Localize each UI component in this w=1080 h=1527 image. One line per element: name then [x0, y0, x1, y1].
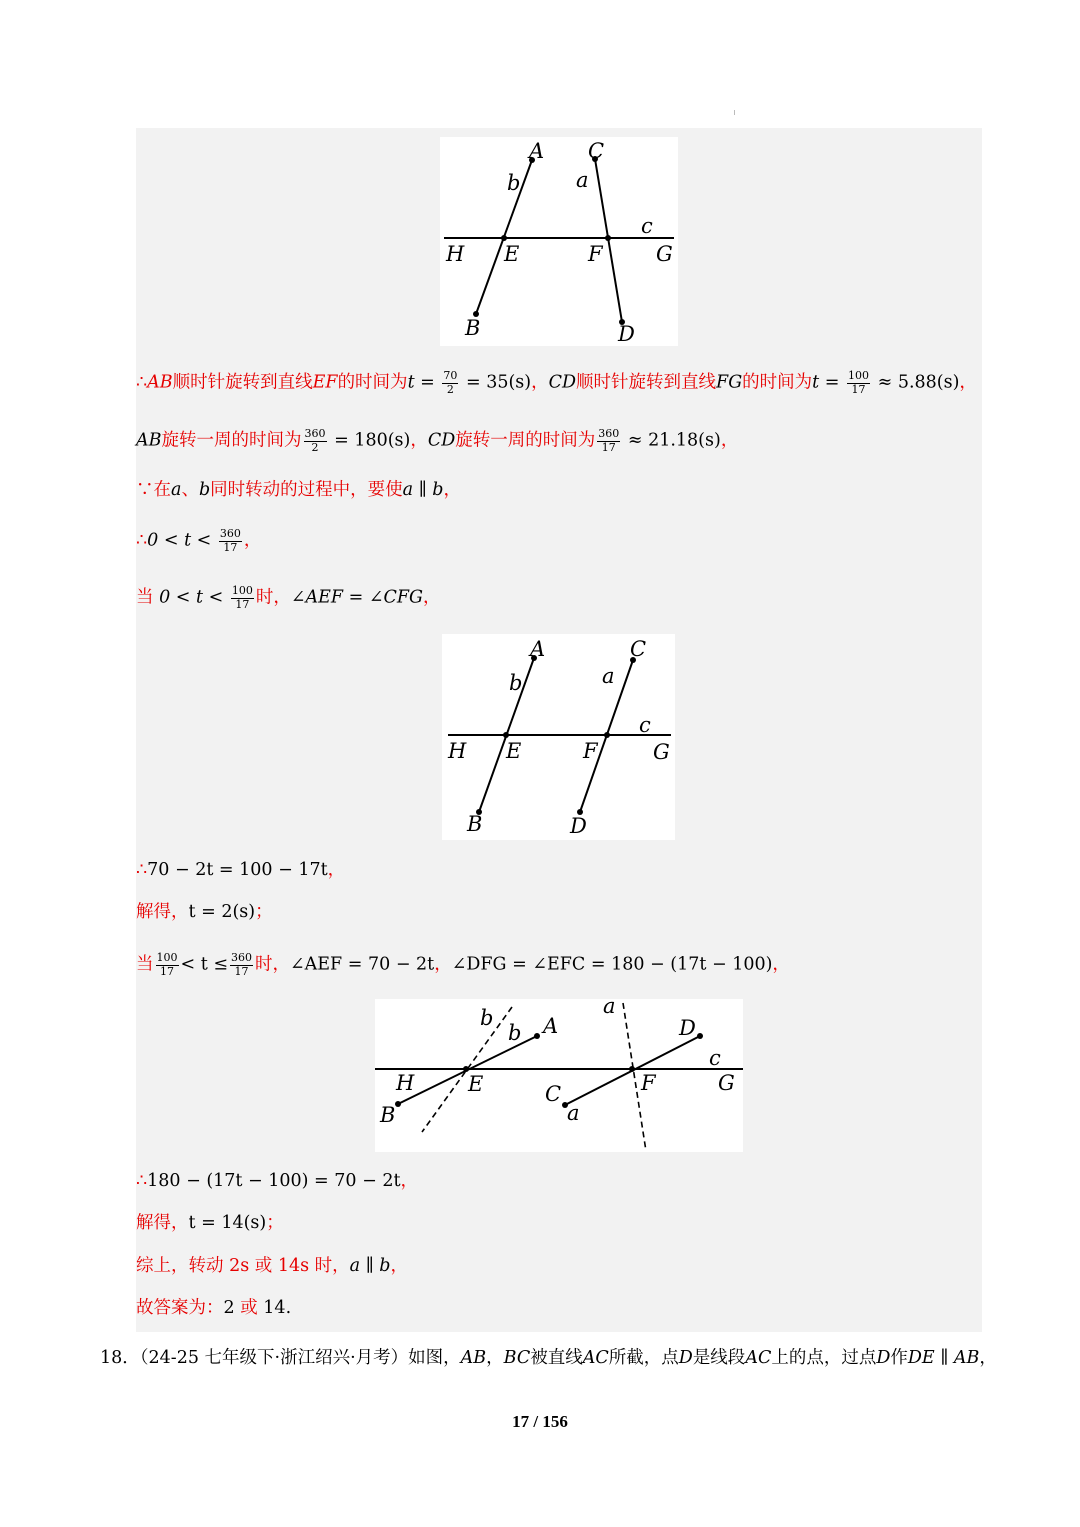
numerator: 100: [848, 369, 870, 382]
math-AB: AB: [136, 430, 162, 451]
text: ；: [255, 902, 273, 922]
figure-3: [375, 999, 743, 1152]
label-C: C: [630, 637, 647, 661]
label-F: F: [583, 739, 598, 763]
therefore-symbol: ∴: [136, 372, 148, 393]
label-H: H: [448, 739, 467, 763]
label-H: H: [396, 1071, 415, 1095]
text: 、: [181, 480, 199, 500]
label-b: b: [507, 171, 521, 195]
text: ，: [486, 1348, 504, 1368]
solution-step-11: [136, 1258, 408, 1276]
label-b: b: [509, 671, 523, 695]
math-D: D: [678, 1348, 693, 1368]
label-b-dashed: b: [480, 1006, 494, 1030]
text: .: [285, 1298, 292, 1318]
math-eq: = 180(s): [334, 430, 411, 451]
solution-step-1: [136, 370, 977, 396]
label-a: a: [567, 1101, 580, 1125]
text: 故答案为：: [136, 1298, 224, 1318]
numerator: 70: [443, 369, 458, 382]
label-c: c: [641, 214, 653, 238]
math-b: b: [198, 480, 211, 500]
math-AB: AB: [460, 1348, 487, 1368]
text: 被直线: [530, 1348, 583, 1368]
text: 解得，: [136, 1213, 189, 1233]
point-F: [629, 1066, 635, 1072]
fraction-360-17: [219, 528, 242, 554]
point-B: [395, 1101, 401, 1107]
question-number: 18．: [100, 1348, 140, 1368]
label-F: F: [641, 1071, 656, 1095]
label-B: B: [465, 316, 481, 340]
text: ，: [443, 480, 461, 500]
math-eq: ∠AEF = ∠CFG: [290, 587, 424, 608]
label-b: b: [508, 1021, 522, 1045]
solution-step-12: [136, 1300, 291, 1318]
math-eq: t = 2(s): [188, 902, 256, 922]
figure-1-svg: [440, 137, 678, 346]
solution-step-4: [136, 528, 261, 554]
point-E: [501, 235, 507, 241]
fraction-360-2: [304, 428, 327, 454]
therefore-symbol: ∴: [136, 1171, 148, 1191]
text: 或: [234, 1298, 264, 1318]
figure-2: [442, 634, 675, 840]
fraction-70-2: [442, 370, 458, 396]
solution-step-9: [136, 1173, 418, 1191]
math-eq: 180 − (17t − 100) = 70 − 2t: [147, 1171, 401, 1191]
point-F: [604, 732, 610, 738]
math-BC: BC: [503, 1348, 531, 1368]
figure-2-svg: [442, 634, 675, 840]
page-number: [0, 1412, 1080, 1432]
text: ，: [390, 1256, 409, 1276]
label-C: C: [588, 139, 605, 163]
answer-value: 2: [223, 1298, 235, 1318]
label-G: G: [653, 740, 670, 764]
answer-value: 2s: [229, 1256, 250, 1276]
point-D: [697, 1033, 703, 1039]
label-a: a: [576, 168, 589, 192]
label-E: E: [468, 1072, 484, 1096]
text: 旋转一周的时间为: [161, 430, 302, 451]
text: 顺时针旋转到直线: [576, 372, 717, 393]
math-D: D: [876, 1348, 891, 1368]
answer-value: 14s: [277, 1256, 310, 1276]
figure-1: [440, 137, 678, 346]
math-eq: t =: [812, 372, 840, 393]
math-eq: 70 − 2t = 100 − 17t: [147, 860, 328, 880]
therefore-symbol: ∴: [136, 530, 148, 551]
text: ，: [531, 372, 549, 393]
fraction-100-17: [156, 952, 179, 978]
math-AB: AB: [147, 372, 173, 393]
text: 时，: [255, 587, 291, 608]
math-eq: ≈ 21.18(s): [627, 430, 721, 451]
text: ，: [410, 430, 428, 451]
numerator: 100: [231, 584, 253, 597]
text: 综上，转动: [136, 1256, 230, 1276]
solution-step-5: [136, 585, 441, 611]
math-CD: CD: [427, 430, 456, 451]
math-CD: CD: [548, 372, 577, 393]
math-eq: t = 14(s): [188, 1213, 267, 1233]
numerator: 360: [219, 527, 241, 540]
label-C: C: [545, 1082, 562, 1106]
label-H: H: [446, 242, 465, 266]
text: ，: [243, 530, 262, 551]
label-c: c: [709, 1046, 721, 1070]
numerator: 360: [598, 427, 620, 440]
solution-step-2: [136, 428, 738, 454]
denominator: 17: [601, 440, 616, 454]
math-eq: 0 < t <: [147, 530, 212, 551]
math-eq: ∠DFG = ∠EFC = 180 − (17t − 100): [451, 954, 773, 975]
solution-step-3: [136, 482, 461, 500]
text: 顺时针旋转到直线: [172, 372, 313, 393]
label-A: A: [543, 1014, 559, 1038]
fraction-100-17: [231, 585, 254, 611]
denominator: 2: [311, 440, 319, 454]
question-source: （24-25 七年级下·浙江绍兴·月考）: [139, 1348, 409, 1368]
text: ，: [979, 1348, 997, 1368]
label-A: A: [530, 637, 546, 661]
math-FG: FG: [716, 372, 743, 393]
denominator: 17: [223, 540, 238, 554]
text: 同时转动的过程中，要使: [210, 480, 403, 500]
label-a: a: [602, 664, 615, 688]
answer-value: 14: [263, 1298, 286, 1318]
label-E: E: [506, 739, 522, 763]
text: ，: [959, 372, 977, 393]
math-eq: ∠AEF = 70 − 2t: [289, 954, 435, 975]
page-total: 156: [542, 1412, 568, 1431]
text: ，: [434, 954, 452, 975]
text: 旋转一周的时间为: [455, 430, 596, 451]
header-mark: [734, 110, 735, 115]
text: ；: [266, 1213, 284, 1233]
text: 时，: [309, 1256, 350, 1276]
text: ，: [772, 954, 790, 975]
point-A: [534, 1033, 540, 1039]
fraction-360-17: [597, 428, 620, 454]
page-current: 17: [512, 1412, 530, 1431]
label-G: G: [656, 242, 673, 266]
text: ，: [720, 430, 739, 451]
math-parallel: a ∥ b: [349, 1256, 391, 1276]
label-F: F: [588, 242, 603, 266]
point-E: [503, 732, 509, 738]
denominator: 17: [235, 597, 250, 611]
denominator: 17: [851, 382, 866, 396]
text: 时，: [254, 954, 290, 975]
denominator: 17: [234, 964, 249, 978]
numerator: 100: [156, 951, 178, 964]
text: 上的点，过点: [771, 1348, 877, 1368]
point-F: [605, 235, 611, 241]
text: ，: [327, 860, 346, 880]
solution-step-7: [136, 904, 273, 922]
math-AC: AC: [745, 1348, 772, 1368]
label-A: A: [529, 139, 545, 163]
text: ，: [400, 1171, 418, 1191]
page-separator: /: [529, 1412, 543, 1431]
solution-step-10: [136, 1215, 284, 1233]
text: 的时间为: [742, 372, 813, 393]
numerator: 360: [230, 951, 252, 964]
question-18: [100, 1344, 997, 1369]
text: 当: [136, 954, 154, 975]
text: 在: [153, 480, 171, 500]
text: ，: [423, 587, 441, 608]
label-D: D: [679, 1016, 696, 1040]
text: 的时间为: [337, 372, 408, 393]
math-parallel: DE ∥ AB: [907, 1348, 980, 1368]
math-eq: t =: [407, 372, 435, 393]
label-B: B: [467, 812, 483, 836]
text: 解得，: [136, 902, 189, 922]
because-symbol: ∵: [136, 480, 154, 500]
label-c: c: [639, 713, 651, 737]
label-E: E: [504, 242, 520, 266]
math-parallel: a ∥ b: [402, 480, 444, 500]
text: 作: [890, 1348, 908, 1368]
label-D: D: [570, 814, 587, 838]
math-EF: EF: [312, 372, 338, 393]
numerator: 360: [304, 427, 326, 440]
math-eq: 0 < t <: [159, 587, 224, 608]
therefore-symbol: ∴: [136, 860, 148, 880]
solution-step-8: [136, 952, 790, 978]
math-eq: ≈ 5.88(s): [877, 372, 960, 393]
label-a-dashed: a: [603, 999, 616, 1018]
label-G: G: [718, 1071, 735, 1095]
text: 是线段: [692, 1348, 746, 1368]
fraction-100-17: [847, 370, 870, 396]
solution-step-6: [136, 862, 345, 880]
math-eq: < t ≤: [180, 954, 228, 975]
figure-3-svg: [375, 999, 743, 1152]
label-D: D: [618, 322, 635, 346]
math-AC: AC: [582, 1348, 609, 1368]
text: 所截，点: [608, 1348, 679, 1368]
math-eq: = 35(s): [465, 372, 532, 393]
text: 如图，: [408, 1348, 461, 1368]
label-B: B: [380, 1103, 396, 1127]
text: 或: [249, 1256, 278, 1276]
denominator: 2: [446, 382, 454, 396]
denominator: 17: [160, 964, 174, 978]
text: 当: [136, 587, 154, 608]
fraction-360-17: [230, 952, 253, 978]
math-a: a: [171, 480, 182, 500]
